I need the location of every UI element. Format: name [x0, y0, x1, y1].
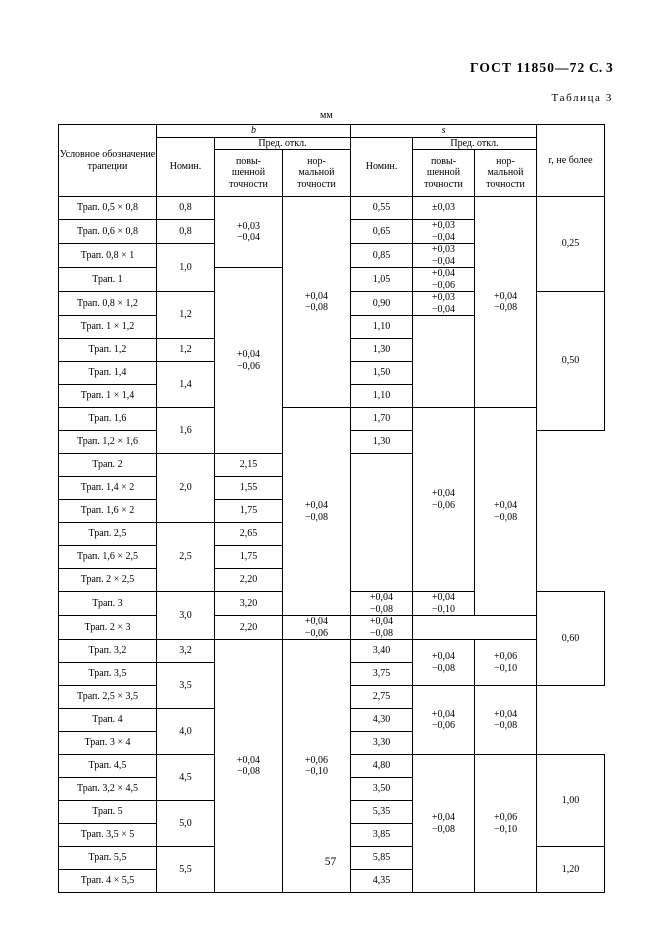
designation-cell: Трап. 4	[59, 709, 157, 732]
r-cell: 0,60	[537, 592, 605, 686]
b-nominal-cell: 5,5	[157, 847, 215, 893]
designation-cell: Трап. 2,5	[59, 523, 157, 546]
b-nominal-cell: 2,0	[157, 454, 215, 523]
b-nominal-cell: 2,5	[157, 523, 215, 592]
s-normal-dev-cell: +0,04 −0,08	[351, 616, 413, 640]
s-high-dev-cell: +0,04 −0,06	[283, 616, 351, 640]
designation-cell: Трап. 2 × 2,5	[59, 569, 157, 592]
designation-cell: Трап. 2,5 × 3,5	[59, 686, 157, 709]
b-nominal-cell: 3,5	[157, 663, 215, 709]
header-designation: Условное обозначение трапеции	[59, 125, 157, 197]
s-nominal-cell: 3,40	[351, 640, 413, 663]
designation-cell: Трап. 1,6	[59, 408, 157, 431]
designation-cell: Трап. 0,6 × 0,8	[59, 220, 157, 244]
s-high-dev-cell: +0,03 −0,04	[413, 220, 475, 244]
r-cell: 0,25	[537, 197, 605, 292]
s-nominal-cell: 1,70	[351, 408, 413, 431]
header-b-high-precision: повы- шенной точности	[215, 150, 283, 197]
header-b-group: b	[157, 125, 351, 138]
s-high-dev-cell: +0,04 −0,08	[413, 755, 475, 893]
s-nominal-cell: 1,50	[351, 362, 413, 385]
r-cell: 1,20	[537, 847, 605, 893]
s-high-dev-cell: +0,03 −0,04	[413, 292, 475, 316]
s-nominal-cell: 1,55	[215, 477, 283, 500]
b-nominal-cell: 3,2	[157, 640, 215, 663]
s-normal-dev-cell: +0,06 −0,10	[475, 640, 537, 686]
b-high-dev-cell: +0,04 −0,06	[215, 268, 283, 454]
designation-cell: Трап. 3,2 × 4,5	[59, 778, 157, 801]
s-normal-dev-cell: +0,06 −0,10	[475, 755, 537, 893]
s-normal-dev-cell: +0,04 −0,08	[475, 197, 537, 408]
header-b-deviation: Пред. откл.	[215, 137, 351, 150]
s-nominal-cell: 4,35	[351, 870, 413, 893]
s-normal-dev-cell: +0,04 −0,08	[475, 408, 537, 616]
designation-cell: Трап. 3	[59, 592, 157, 616]
b-nominal-cell: 5,0	[157, 801, 215, 847]
s-nominal-cell: 3,85	[351, 824, 413, 847]
designation-cell: Трап. 4,5	[59, 755, 157, 778]
s-nominal-cell: 1,10	[351, 385, 413, 408]
designation-cell: Трап. 2 × 3	[59, 616, 157, 640]
table-row	[59, 408, 605, 431]
table-row	[59, 197, 605, 220]
header-s-deviation: Пред. откл.	[413, 137, 537, 150]
s-nominal-cell: 1,30	[351, 431, 413, 454]
designation-cell: Трап. 1,6 × 2,5	[59, 546, 157, 569]
s-high-dev-cell: ±0,03	[413, 197, 475, 220]
designation-cell: Трап. 3 × 4	[59, 732, 157, 755]
b-high-dev-cell: +0,04 −0,08	[215, 640, 283, 893]
s-high-dev-cell: +0,04 −0,08	[351, 592, 413, 616]
r-cell: 1,00	[537, 755, 605, 847]
s-nominal-cell: 1,30	[351, 339, 413, 362]
s-nominal-cell: 2,75	[351, 686, 413, 709]
table-row	[59, 616, 605, 640]
s-nominal-cell: 1,05	[351, 268, 413, 292]
designation-cell: Трап. 0,8 × 1,2	[59, 292, 157, 316]
b-nominal-cell: 1,0	[157, 244, 215, 292]
s-nominal-cell: 4,80	[351, 755, 413, 778]
s-normal-dev-cell: +0,04 −0,10	[413, 592, 475, 616]
s-nominal-cell: 3,75	[351, 663, 413, 686]
s-nominal-cell: 0,85	[351, 244, 413, 268]
page-header	[470, 60, 613, 76]
designation-cell: Трап. 1,2 × 1,6	[59, 431, 157, 454]
s-nominal-cell: 0,55	[351, 197, 413, 220]
s-high-dev-cell: +0,03 −0,04	[413, 244, 475, 268]
s-high-dev-cell: +0,04 −0,06	[413, 268, 475, 292]
unit-label: мм	[320, 110, 333, 121]
header-s-normal-precision: нор- мальной точности	[475, 150, 537, 197]
designation-cell: Трап. 1 × 1,4	[59, 385, 157, 408]
header-b-nominal: Номин.	[157, 137, 215, 197]
s-nominal-cell: 2,20	[215, 616, 283, 640]
s-high-dev-cell: +0,04 −0,08	[413, 640, 475, 686]
designation-cell: Трап. 3,2	[59, 640, 157, 663]
s-nominal-cell: 1,10	[351, 316, 413, 339]
designation-cell: Трап. 2	[59, 454, 157, 477]
header-b-normal-precision: нор- мальной точности	[283, 150, 351, 197]
designation-cell: Трап. 1,4 × 2	[59, 477, 157, 500]
designation-cell: Трап. 1	[59, 268, 157, 292]
dimension-table	[58, 124, 605, 893]
designation-cell: Трап. 3,5 × 5	[59, 824, 157, 847]
standard-number: ГОСТ 11850—72	[470, 60, 586, 75]
designation-cell: Трап. 1,4	[59, 362, 157, 385]
s-nominal-cell: 3,30	[351, 732, 413, 755]
designation-cell: Трап. 1,2	[59, 339, 157, 362]
b-normal-dev-cell: +0,04 −0,08	[283, 197, 351, 408]
s-nominal-cell: 0,65	[351, 220, 413, 244]
table-row	[59, 640, 605, 663]
s-nominal-cell: 1,75	[215, 500, 283, 523]
b-nominal-cell: 3,0	[157, 592, 215, 640]
header-s-nominal: Номин.	[351, 137, 413, 197]
b-nominal-cell: 0,8	[157, 197, 215, 220]
s-nominal-cell: 3,50	[351, 778, 413, 801]
b-nominal-cell: 4,5	[157, 755, 215, 801]
s-nominal-cell: 3,20	[215, 592, 283, 616]
page-label: С. 3	[588, 60, 613, 75]
b-high-dev-cell: +0,03 −0,04	[215, 197, 283, 268]
s-high-dev-cell: +0,04 −0,06	[413, 686, 475, 755]
b-nominal-cell: 1,4	[157, 362, 215, 408]
s-nominal-cell: 2,15	[215, 454, 283, 477]
designation-cell: Трап. 5	[59, 801, 157, 824]
b-nominal-cell: 1,2	[157, 339, 215, 362]
designation-cell: Трап. 1 × 1,2	[59, 316, 157, 339]
s-nominal-cell: 2,65	[215, 523, 283, 546]
header-r: r, не более	[537, 125, 605, 197]
b-normal-dev-cell: +0,06 −0,10	[283, 640, 351, 893]
footer-page-number: 57	[324, 856, 337, 868]
b-nominal-cell: 1,2	[157, 292, 215, 339]
s-nominal-cell: 1,75	[215, 546, 283, 569]
header-s-high-precision: повы- шенной точности	[413, 150, 475, 197]
designation-cell: Трап. 1,6 × 2	[59, 500, 157, 523]
b-nominal-cell: 1,6	[157, 408, 215, 454]
designation-cell: Трап. 5,5	[59, 847, 157, 870]
s-nominal-cell: 2,20	[215, 569, 283, 592]
s-nominal-cell: 5,85	[351, 847, 413, 870]
b-nominal-cell: 0,8	[157, 220, 215, 244]
r-cell: 0,50	[537, 292, 605, 431]
designation-cell: Трап. 0,5 × 0,8	[59, 197, 157, 220]
header-s-group: s	[351, 125, 537, 138]
s-high-dev-cell	[413, 316, 475, 408]
designation-cell: Трап. 3,5	[59, 663, 157, 686]
s-high-dev-cell: +0,04 −0,06	[413, 408, 475, 592]
s-nominal-cell: 0,90	[351, 292, 413, 316]
designation-cell: Трап. 4 × 5,5	[59, 870, 157, 893]
s-nominal-cell: 5,35	[351, 801, 413, 824]
b-normal-dev-cell: +0,04 −0,08	[283, 408, 351, 616]
designation-cell: Трап. 0,8 × 1	[59, 244, 157, 268]
table-caption: Таблица 3	[551, 92, 613, 104]
s-normal-dev-cell: +0,04 −0,08	[475, 686, 537, 755]
b-nominal-cell: 4,0	[157, 709, 215, 755]
s-nominal-cell: 4,30	[351, 709, 413, 732]
